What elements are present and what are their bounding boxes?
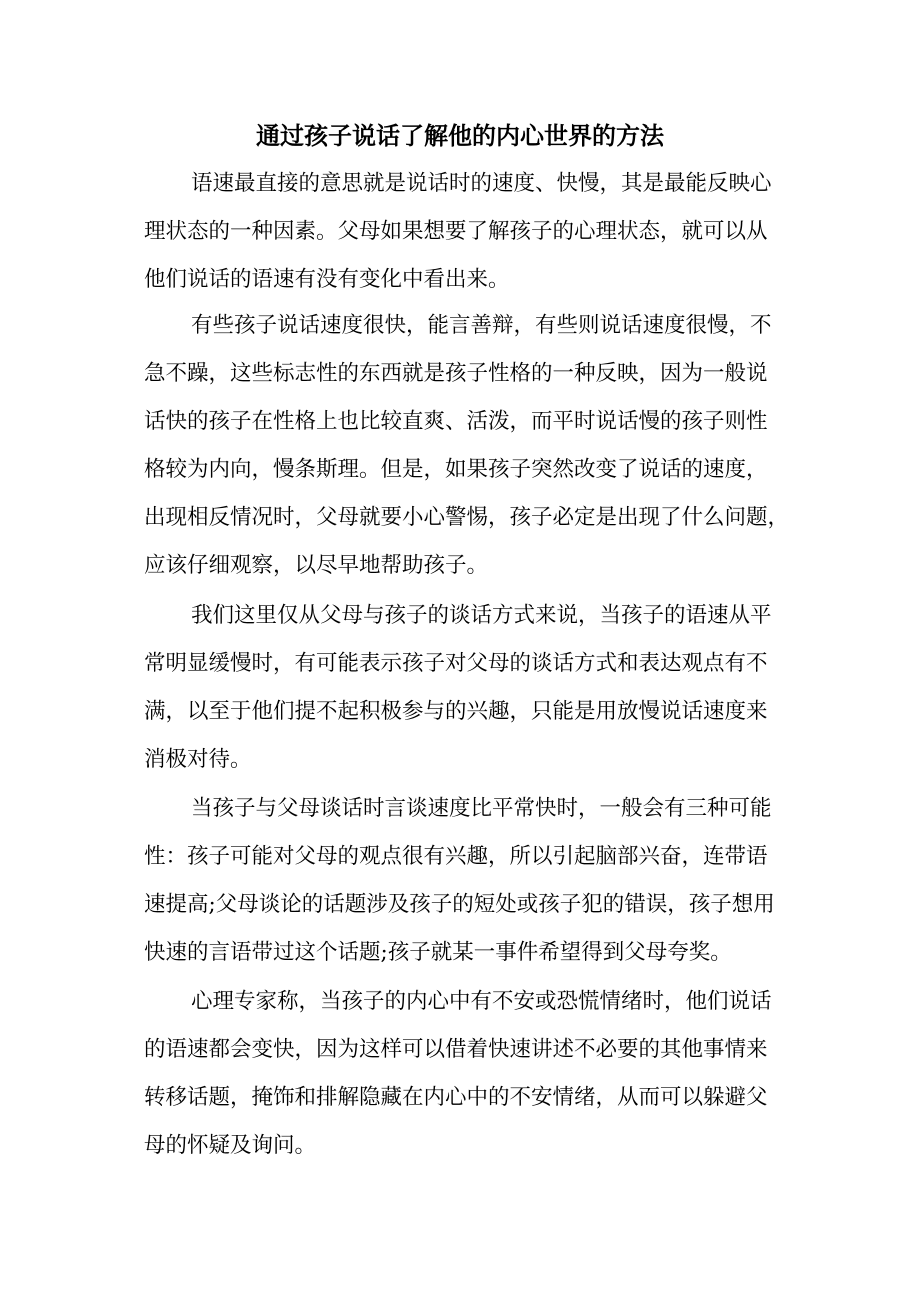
paragraph-line: 有些孩子说话速度很快，能言善辩，有些则说话速度很慢，不 xyxy=(191,313,772,338)
paragraph-line: 性：孩子可能对父母的观点很有兴趣，所以引起脑部兴奋，连带语 xyxy=(144,844,768,869)
paragraph-line: 的语速都会变快，因为这样可以借着快速讲述不必要的其他事情来 xyxy=(144,1037,768,1062)
paragraph-line: 常明显缓慢时，有可能表示孩子对父母的谈话方式和表达观点有不 xyxy=(144,651,768,676)
paragraph-line: 心理专家称，当孩子的内心中有不安或恐慌情绪时，他们说话 xyxy=(191,989,772,1014)
paragraph-line: 我们这里仅从父母与孩子的谈话方式来说，当孩子的语速从平 xyxy=(191,603,772,628)
paragraph-line: 当孩子与父母谈话时言谈速度比平常快时，一般会有三种可能 xyxy=(191,796,772,821)
paragraph-line: 出现相反情况时，父母就要小心警惕，孩子必定是出现了什么问题， xyxy=(144,505,790,530)
paragraph-line: 语速最直接的意思就是说话时的速度、快慢，其是最能反映心 xyxy=(191,171,772,196)
paragraph-line: 母的怀疑及询问。 xyxy=(144,1133,317,1158)
paragraph-line: 应该仔细观察，以尽早地帮助孩子。 xyxy=(144,553,489,578)
paragraph-2 xyxy=(144,302,790,590)
document-title: 通过孩子说话了解他的内心世界的方法 xyxy=(256,122,664,150)
paragraph-5 xyxy=(144,978,784,1170)
paragraph-line: 格较为内向，慢条斯理。但是，如果孩子突然改变了说话的速度， xyxy=(144,457,768,482)
paragraph-line: 消极对待。 xyxy=(144,747,252,772)
paragraph-line: 满，以至于他们提不起积极参与的兴趣，只能是用放慢说话速度来 xyxy=(144,699,768,724)
paragraph-3 xyxy=(144,592,784,784)
paragraph-line: 理状态的一种因素。父母如果想要了解孩子的心理状态，就可以从 xyxy=(144,219,768,244)
paragraph-line: 他们说话的语速有没有变化中看出来。 xyxy=(144,267,510,292)
paragraph-line: 急不躁，这些标志性的东西就是孩子性格的一种反映，因为一般说 xyxy=(144,361,768,386)
paragraph-line: 速提高;父母谈论的话题涉及孩子的短处或孩子犯的错误，孩子想用 xyxy=(144,892,775,917)
paragraph-line: 话快的孩子在性格上也比较直爽、活泼，而平时说话慢的孩子则性 xyxy=(144,409,768,434)
paragraph-line: 快速的言语带过这个话题;孩子就某一事件希望得到父母夸奖。 xyxy=(144,940,732,965)
paragraph-1 xyxy=(144,160,784,304)
paragraph-line: 转移话题，掩饰和排解隐藏在内心中的不安情绪，从而可以躲避父 xyxy=(144,1085,768,1110)
paragraph-4 xyxy=(144,785,784,977)
